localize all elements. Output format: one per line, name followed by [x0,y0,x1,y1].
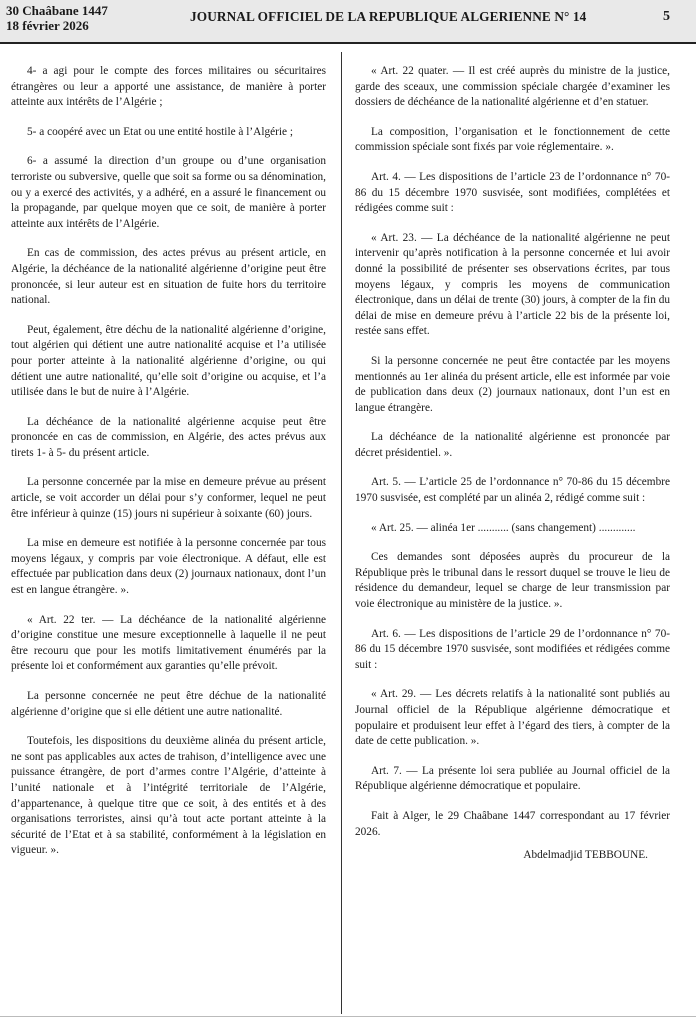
article-22-quater: « Art. 22 quater. — Il est créé auprès du ministre de la justice, garde des sceaux, une commission spéciale chargée d’examiner les dossiers de déchéance de la nationalité algérienne et d’en statuer. [355,65,670,109]
paragraph: La personne concernée ne peut être déchue de la nationalité algérienne d’origine que si elle détient une autre nationalité. [11,690,326,718]
page-header [0,0,696,44]
article-6: Art. 6. — Les dispositions de l’article 29 de l’ordonnance n° 70-86 du 15 décembre 1970 susvisée, sont modifiées et rédigées comme suit : [355,627,670,671]
paragraph: En cas de commission, des actes prévus au présent article, en Algérie, la déchéance de la nationalité algérienne d’origine peut être prononcée, si leur auteur est en situation de fuite hors du territoire national. [11,247,326,307]
article-5: Art. 5. — L’article 25 de l’ordonnance n° 70-86 du 15 décembre 1970 susvisée, est complété par un alinéa 2, rédigé comme suit : [355,476,670,505]
left-column [11,64,326,873]
paragraph: 5- a coopéré avec un Etat ou une entité hostile à l’Algérie ; [27,125,293,138]
journal-title: JOURNAL OFFICIEL DE LA REPUBLIQUE ALGERIENNE N° 14 [190,9,587,24]
issue-date-gregorian: 18 février 2026 [6,18,89,33]
paragraph: La mise en demeure est notifiée à la personne concernée par tous moyens légaux, y compris par voie électronique. A défaut, elle est effectuée par publication dans deux (2) journaux nationaux, dont l’un est en langue étrangère. ». [11,537,326,597]
paragraph: Peut, également, être déchu de la nationalité algérienne d’origine, tout algérien qui détient une autre nationalité acquise et l’a utilisée pour porter atteinte à la nationalité algérienne d’origine, ou qui détient une autre nationalité, qu’elle soit d’origine ou acquise, et l’a utilisée dans le but de nuire à l’Algérie. [11,323,326,399]
paragraph: 4- a agi pour le compte des forces militaires ou sécuritaires étrangères ou leur a apporté une assistance, de manière à porter atteinte aux intérêts de l’Algérie ; [11,65,326,109]
page-number: 5 [663,9,670,24]
signature: Abdelmadjid TEBBOUNE. [523,849,648,862]
article-22-ter: « Art. 22 ter. — La déchéance de la nationalité algérienne d’origine constitue une mesure exceptionnelle à laquelle il ne peut être recouru que pour les motifs limitativement énumérés par la présente loi et conformément aux garanties qu’elle prévoit. [11,613,326,673]
article-25: « Art. 25. — alinéa 1er ........... (sans changement) ............. [371,521,636,534]
bottom-rule [0,1016,696,1017]
paragraph: Si la personne concernée ne peut être contactée par les moyens mentionnés au 1er alinéa du présent article, elle est informée par voie de publication dans deux (2) journaux nationaux, dont l’un est en langue étrangère. [355,354,670,414]
paragraph: La personne concernée par la mise en demeure prévue au présent article, se voit accorder un délai pour s’y conformer, lequel ne peut être inférieur à quinze (15) jours ni supérieur à soixante (60) jours. [11,476,326,520]
paragraph: La déchéance de la nationalité algérienne acquise peut être prononcée en cas de commission, en Algérie, des actes prévus aux tirets 1- à 5- du présent article. [11,415,326,459]
article-7: Art. 7. — La présente loi sera publiée au Journal officiel de la République algérienne démocratique et populaire. [355,764,670,793]
paragraph: Toutefois, les dispositions du deuxième alinéa du présent article, ne sont pas applicables aux actes de trahison, d’intelligence avec une puissance étrangère, de port d’armes contre l’Algérie, d’atteinte à l’unité nationale et à l’intégrité territoriale de l’Algérie, d’appartenance, à quelque titre que ce soit, à des entités et à des organisations terroristes, ainsi qu’à tout acte portant atteinte à la sécurité de l’Etat et à sa stabilité, conformément à la législation en vigueur. ». [11,735,326,857]
paragraph: La composition, l’organisation et le fonctionnement de cette commission spéciale sont fixés par voie réglementaire. ». [355,125,670,154]
paragraph: La déchéance de la nationalité algérienne est prononcée par décret présidentiel. ». [355,431,670,459]
right-column [355,64,670,878]
article-23: « Art. 23. — La déchéance de la nationalité algérienne ne peut intervenir qu’après notification à la personne concernée et lui avoir donné la possibilité de présenter ses observations écrites, par tous moyens légaux, y compris les moyens de communication électronique, dans un délai de trente (30) jours, à compter de la fin du délai de mise en demeure prévu à l’article 22 bis de la présente loi, restée sans effet. [355,231,670,338]
paragraph: 6- a assumé la direction d’un groupe ou d’une organisation terroriste ou subversive, quelle que soit sa forme ou sa dénomination, ou y a exercé des activités, y a adhéré, en a assuré le financement ou la propagande, par quelque moyen que ce soit, de manière à porter atteinte aux intérêts de l’Algérie. [11,155,326,230]
paragraph: Ces demandes sont déposées auprès du procureur de la République près le tribunal dans le ressort duquel se trouve le lieu de résidence du demandeur, lequel se charge de leur transmission par voie électronique au ministère de la justice. ». [355,551,670,611]
article-4: Art. 4. — Les dispositions de l’article 23 de l’ordonnance n° 70-86 du 15 décembre 1970 susvisée, sont modifiées, complétées et rédigées comme suit : [355,170,670,215]
signing-place-date: Fait à Alger, le 29 Chaâbane 1447 correspondant au 17 février 2026. [355,809,670,838]
column-divider [341,52,342,1014]
article-29: « Art. 29. — Les décrets relatifs à la nationalité sont publiés au Journal officiel de la République algérienne démocratique et populaire et produisent leur effet à l’égard des tiers, à compter de la date de cette publication. ». [355,688,670,748]
issue-date [6,3,108,33]
issue-date-hijri: 30 Chaâbane 1447 [6,3,108,18]
